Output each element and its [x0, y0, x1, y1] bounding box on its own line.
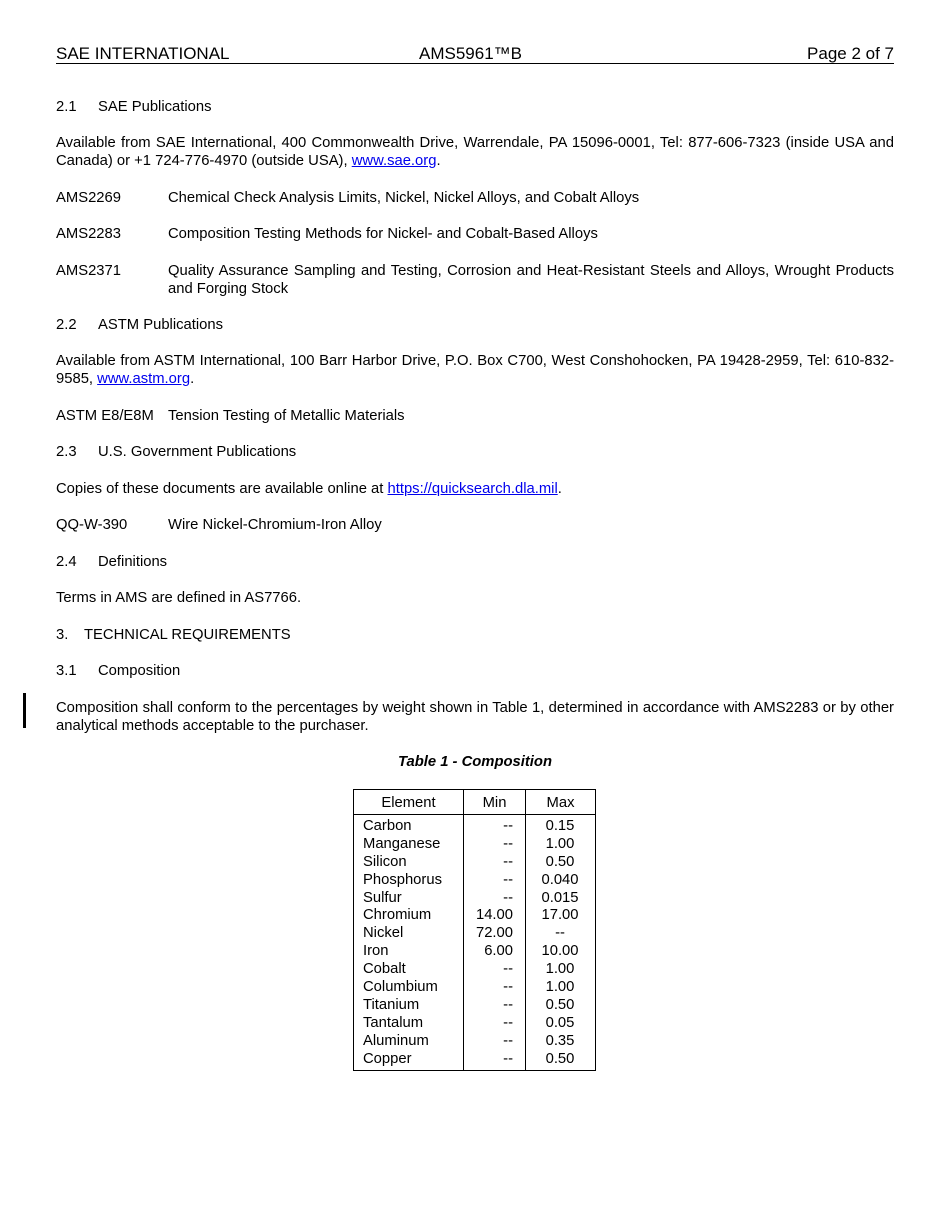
table-row: [354, 943, 595, 961]
cell-element: Manganese: [363, 835, 441, 852]
cell-element: Carbon: [363, 818, 412, 834]
section-2-3-number: 2.3: [56, 444, 77, 460]
astm-availability-tail: .: [190, 371, 195, 387]
reference-code: ASTM E8/E8M: [56, 408, 154, 424]
table-caption: Table 1 - Composition: [397, 754, 552, 770]
quicksearch-link[interactable]: https://quicksearch.dla.mil: [387, 481, 558, 497]
section-2-4-number: 2.4: [56, 554, 77, 570]
column-header-min: Min: [482, 795, 507, 811]
cell-element: Sulfur: [363, 889, 402, 906]
table-row: [354, 925, 595, 943]
cell-element: Copper: [363, 1050, 412, 1067]
cell-min: --: [503, 871, 513, 888]
table-row: [354, 961, 595, 979]
cell-element: Silicon: [363, 853, 407, 870]
cell-max: 0.05: [545, 1014, 575, 1031]
sae-availability-text: Available from SAE International, 400 Commonwealth Drive, Warrendale, PA 15096-0001, Tel: 877-606-7323 (inside USA and Canada) or +1 724-776-4970 (outside USA),: [56, 135, 894, 169]
astm-link[interactable]: www.astm.org: [97, 371, 191, 387]
section-2-1-number: 2.1: [56, 99, 77, 115]
reference-title: Tension Testing of Metallic Materials: [168, 408, 405, 424]
definitions-text: Terms in AMS are defined in AS7766.: [56, 590, 302, 606]
section-2-1-availability: [56, 134, 894, 170]
section-3-1-number: 3.1: [56, 663, 77, 679]
reference-title: Composition Testing Methods for Nickel- and Cobalt-Based Alloys: [168, 226, 598, 242]
header-divider: [354, 814, 595, 815]
cell-min: --: [503, 889, 513, 906]
section-2-2-title: ASTM Publications: [98, 317, 224, 333]
table-row: [354, 979, 595, 997]
header-rule: [56, 63, 894, 64]
cell-max: 0.040: [541, 871, 579, 888]
reference-code: AMS2371: [56, 263, 121, 279]
sae-link[interactable]: www.sae.org: [351, 153, 437, 169]
table-row: [354, 997, 595, 1015]
cell-element: Cobalt: [363, 961, 406, 978]
cell-max: 1.00: [545, 979, 575, 996]
cell-max: 10.00: [541, 943, 579, 960]
cell-element: Aluminum: [363, 1032, 429, 1049]
table-row: [354, 1015, 595, 1033]
composition-table: [353, 789, 596, 1071]
section-2-3-title: U.S. Government Publications: [98, 444, 297, 460]
section-3-number: 3.: [56, 627, 69, 643]
table-row: [354, 818, 595, 836]
table-row: [354, 890, 595, 908]
cell-max: 0.50: [545, 1050, 575, 1067]
cell-element: Tantalum: [363, 1014, 424, 1031]
cell-max: 0.35: [545, 1032, 575, 1049]
cell-max: 17.00: [541, 907, 579, 924]
header-page-number: Page 2 of 7: [807, 44, 894, 63]
dla-availability-tail: .: [557, 481, 562, 497]
cell-min: 14.00: [475, 907, 513, 924]
reference-code: AMS2269: [56, 190, 121, 206]
cell-element: Phosphorus: [363, 871, 442, 888]
section-2-3-availability: [56, 480, 562, 498]
cell-min: 72.00: [475, 925, 513, 942]
cell-max: 0.50: [545, 853, 575, 870]
cell-min: --: [503, 979, 513, 996]
revision-change-bar: [23, 693, 26, 728]
cell-min: 6.00: [484, 943, 513, 960]
section-2-2-availability: [56, 352, 894, 388]
cell-element: Nickel: [363, 925, 404, 942]
cell-max: 1.00: [545, 961, 575, 978]
section-3-1-title: Composition: [98, 663, 181, 679]
cell-min: --: [503, 835, 513, 852]
table-body: [354, 818, 595, 1068]
cell-max: 1.00: [545, 835, 575, 852]
cell-min: --: [503, 1032, 513, 1049]
cell-min: --: [503, 996, 513, 1013]
reference-title: Chemical Check Analysis Limits, Nickel, Nickel Alloys, and Cobalt Alloys: [168, 190, 640, 206]
cell-max: 0.50: [545, 996, 575, 1013]
section-3-title: TECHNICAL REQUIREMENTS: [84, 627, 291, 643]
section-2-4-title: Definitions: [98, 554, 168, 570]
reference-code: QQ-W-390: [56, 517, 128, 533]
astm-availability-text: Available from ASTM International, 100 Barr Harbor Drive, P.O. Box C700, West Conshohocken, PA 19428-2959, Tel: 610-832-9585,: [56, 353, 894, 387]
cell-element: Chromium: [363, 907, 432, 924]
table-row: [354, 1051, 595, 1069]
cell-element: Columbium: [363, 979, 438, 996]
header-doc-id: AMS5961™B: [419, 44, 522, 63]
cell-min: --: [503, 961, 513, 978]
dla-availability-text: Copies of these documents are available online at: [56, 481, 388, 497]
table-row: [354, 872, 595, 890]
reference-title: Wire Nickel-Chromium-Iron Alloy: [168, 517, 382, 533]
section-2-2-number: 2.2: [56, 317, 77, 333]
composition-text: Composition shall conform to the percentages by weight shown in Table 1, determined in accordance with AMS2283 or by other analytical methods acceptable to the purchaser.: [56, 700, 894, 734]
cell-min: --: [503, 1050, 513, 1067]
sae-availability-tail: .: [436, 153, 441, 169]
reference-code: AMS2283: [56, 226, 121, 242]
cell-max: 0.015: [541, 889, 579, 906]
cell-min: --: [503, 853, 513, 870]
column-header-max: Max: [546, 795, 575, 811]
cell-min: --: [503, 1014, 513, 1031]
cell-max: --: [555, 925, 565, 942]
table-row: [354, 1033, 595, 1051]
cell-min: --: [503, 818, 513, 834]
cell-element: Titanium: [363, 996, 420, 1013]
cell-max: 0.15: [545, 818, 575, 834]
table-row: [354, 907, 595, 925]
column-header-element: Element: [381, 795, 436, 811]
reference-title: Quality Assurance Sampling and Testing, Corrosion and Heat-Resistant Steels and Alloys, Wrought Products and Forging Stock: [168, 263, 894, 297]
table-row: [354, 854, 595, 872]
header-org: SAE INTERNATIONAL: [56, 44, 230, 63]
table-row: [354, 836, 595, 854]
cell-element: Iron: [363, 943, 389, 960]
section-2-1-title: SAE Publications: [98, 99, 212, 115]
